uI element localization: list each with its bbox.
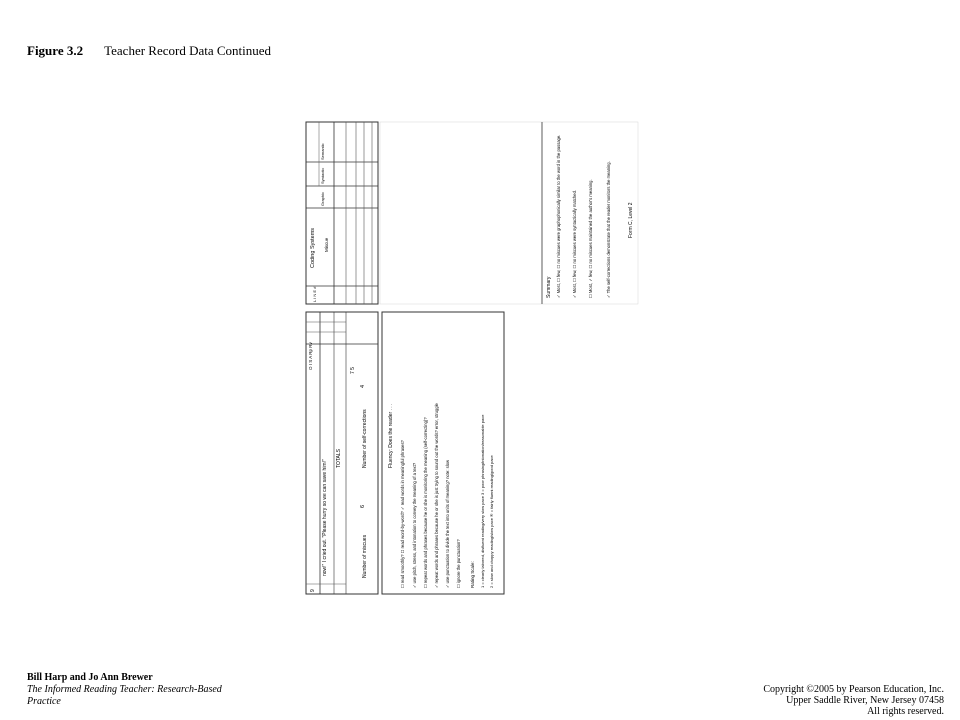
line-number-header: L I N E # bbox=[312, 286, 317, 302]
summary-panel bbox=[380, 122, 638, 304]
summary-item-1: ✓ Most, ☐ few, ☐ no miscues were graphophonically similar to the word in the passage. bbox=[556, 134, 561, 298]
copyright-line: Copyright ©2005 by Pearson Education, Inc. bbox=[763, 684, 944, 695]
rights-line: All rights reserved. bbox=[867, 706, 944, 717]
fluency-item-4: ✓ repeat words and phrases because he or she is just trying to sound out the words? error, struggle bbox=[434, 403, 439, 588]
fluency-item-5: ✓ use punctuation to divide the text into units of meaning? note: slow bbox=[445, 459, 450, 588]
footer-copyright bbox=[763, 684, 944, 717]
summary-item-3: ☐ Most, ✓ few, ☐ no miscues maintained the author's meaning. bbox=[588, 179, 593, 298]
figure-title bbox=[27, 43, 271, 59]
rating-scale-line-1: 1 = clearly labored, disfluent reading/very slow pace 3 = poor phrasing/intonation/reasonable pace bbox=[480, 414, 485, 588]
self-corrections-value: 4 bbox=[360, 384, 366, 388]
form-code: Form C, Level 2 bbox=[628, 202, 634, 238]
self-corrections-label: Number of self-corrections bbox=[362, 409, 368, 468]
summary-item-4: ✓ The self-corrections demonstrate that the reader monitors the meaning. bbox=[606, 161, 611, 298]
col-graphic: Graphic bbox=[320, 191, 325, 206]
summary-header: Summary bbox=[546, 276, 552, 298]
oisarp-header: O I S A Rp Rv bbox=[308, 342, 313, 370]
fluency-panel bbox=[382, 312, 504, 594]
footer-authors: Bill Harp and Jo Ann Brewer bbox=[27, 672, 153, 683]
figure-caption: Teacher Record Data Continued bbox=[104, 43, 272, 58]
coding-systems-panel bbox=[306, 122, 378, 304]
col-syntactic: Syntactic bbox=[320, 167, 325, 184]
footer-citation bbox=[27, 672, 257, 708]
number-of-miscues-value: 6 bbox=[360, 504, 366, 508]
miscue-record-panel bbox=[306, 312, 378, 594]
coding-systems-header: Coding Systems bbox=[310, 227, 316, 268]
totals-label: TOTALS bbox=[336, 449, 342, 468]
rating-scale-line-2: 2 = slow and choppy reading/slow pace ④ = fairly fluent reading/good pace bbox=[489, 455, 494, 588]
col-semantic: Semantic bbox=[320, 143, 325, 160]
fluency-header: Fluency: Does the reader . . . bbox=[388, 403, 394, 468]
summary-item-2: ✓ Most, ☐ few, ☐ no miscues were syntactically matched. bbox=[572, 189, 577, 298]
line-9-number: 9 bbox=[310, 589, 316, 592]
figure-label: Figure 3.2 bbox=[27, 43, 84, 58]
rotated-form-image bbox=[300, 118, 680, 608]
fluency-item-3: ☐ repeat words and phrases because he or she is monitoring the meaning (self-correcting)? bbox=[423, 417, 428, 588]
fluency-item-2: ✓ use pitch, stress, and intonation to convey the meaning of a text? bbox=[412, 462, 417, 588]
number-of-miscues-label: Number of miscues bbox=[362, 534, 368, 578]
fluency-item-1: ☐ read smoothly? ☐ read word-by-word? ✓ read words in meaningful phrases? bbox=[400, 440, 405, 588]
col-miscue: Miscue bbox=[324, 237, 329, 252]
totals-values: 7 5 bbox=[350, 367, 356, 374]
footer-book-title: The Informed Reading Teacher: Research-Based Practice bbox=[27, 684, 222, 707]
line-9-text: now!" I cried out. "Please hurry so we can save him!" bbox=[322, 459, 328, 576]
address-line: Upper Saddle River, New Jersey 07458 bbox=[786, 695, 944, 706]
form-svg bbox=[300, 118, 680, 608]
fluency-item-6: ☐ ignore the punctuation? bbox=[456, 539, 461, 588]
rating-scale-header: Rating Scale: bbox=[470, 561, 475, 588]
